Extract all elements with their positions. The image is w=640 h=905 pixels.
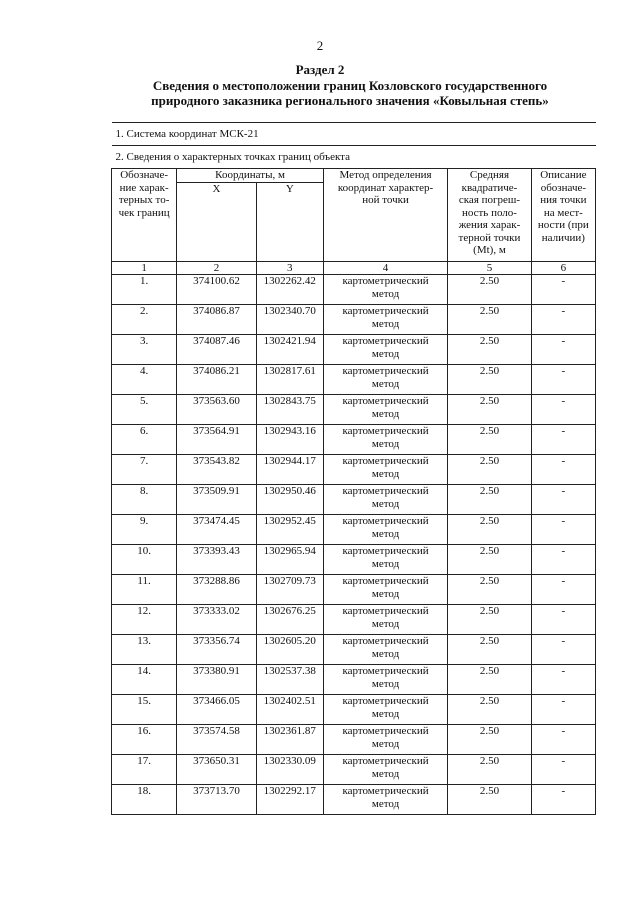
method [323, 275, 447, 305]
point-description: - [531, 575, 595, 605]
table-row [112, 695, 596, 725]
method-line: картометрический [342, 425, 429, 437]
method-line: Метод определения [339, 169, 432, 181]
method-line: ной точки [362, 194, 409, 206]
coord-x: 373564.91 [177, 425, 256, 455]
method-line: метод [371, 467, 400, 480]
method [323, 515, 447, 545]
error-value: 2.50 [448, 275, 532, 305]
coord-y: 1302843.75 [256, 395, 323, 425]
coord-y: 1302943.16 [256, 425, 323, 455]
coord-x: 373474.45 [177, 515, 256, 545]
method-line: метод [371, 317, 400, 330]
point-number: 11. [112, 575, 177, 605]
method-line: метод [371, 407, 400, 420]
coord-x: 374100.62 [177, 275, 256, 305]
error-line: ская погреш- [458, 194, 521, 206]
point-number: 2. [112, 305, 177, 335]
method-line: метод [371, 287, 400, 300]
coord-system-text: 1. Система координат МСК-21 [112, 123, 596, 146]
point-description: - [531, 785, 595, 815]
method [323, 545, 447, 575]
coord-y: 1302421.94 [256, 335, 323, 365]
method [323, 785, 447, 815]
point-description: - [531, 365, 595, 395]
method-line: картометрический [342, 755, 429, 767]
error-value: 2.50 [448, 665, 532, 695]
header-designation [112, 169, 177, 262]
method-line: метод [371, 497, 400, 510]
point-number: 7. [112, 455, 177, 485]
error-value: 2.50 [448, 695, 532, 725]
error-value: 2.50 [448, 305, 532, 335]
table-row [112, 335, 596, 365]
method-line: картометрический [342, 395, 429, 407]
method [323, 395, 447, 425]
error-value: 2.50 [448, 365, 532, 395]
error-line: квадратиче- [461, 181, 518, 194]
coord-y: 1302950.46 [256, 485, 323, 515]
error-value: 2.50 [448, 575, 532, 605]
error-line: Средняя [469, 169, 510, 181]
coord-x: 373574.58 [177, 725, 256, 755]
table-row [112, 365, 596, 395]
method-line: картометрический [342, 305, 429, 317]
point-description: - [531, 755, 595, 785]
error-value: 2.50 [448, 605, 532, 635]
header-method [323, 169, 447, 262]
method [323, 575, 447, 605]
table-row [112, 605, 596, 635]
coord-y: 1302965.94 [256, 545, 323, 575]
column-number: 2 [177, 262, 256, 275]
point-number: 10. [112, 545, 177, 575]
point-description: - [531, 305, 595, 335]
point-description: - [531, 335, 595, 365]
point-number: 12. [112, 605, 177, 635]
description-line: Описание [540, 169, 587, 181]
table-row [112, 395, 596, 425]
method-line: метод [371, 437, 400, 450]
point-number: 6. [112, 425, 177, 455]
column-numbers-row [112, 262, 596, 275]
coord-x: 373543.82 [177, 455, 256, 485]
column-number: 4 [323, 262, 447, 275]
method-line: картометрический [342, 605, 429, 617]
point-description: - [531, 515, 595, 545]
error-value: 2.50 [448, 515, 532, 545]
coord-y: 1302676.25 [256, 605, 323, 635]
coord-y: 1302817.61 [256, 365, 323, 395]
method-line: картометрический [342, 725, 429, 737]
coord-y: 1302292.17 [256, 785, 323, 815]
error-line: терной точки [458, 231, 521, 244]
description-line: на мест- [543, 206, 583, 219]
method-line: метод [371, 737, 400, 750]
method-line: картометрический [342, 635, 429, 647]
coord-x: 373466.05 [177, 695, 256, 725]
method [323, 665, 447, 695]
designation-line: ние харак- [119, 181, 169, 194]
method-line: метод [371, 377, 400, 390]
method-line: метод [371, 347, 400, 360]
heading-line-1: Сведения о местоположении границ Козловского государственного [152, 78, 548, 93]
method-line: картометрический [342, 695, 429, 707]
method-line: картометрический [342, 545, 429, 557]
method-line: картометрический [342, 275, 429, 287]
method-line: картометрический [342, 455, 429, 467]
table-row [112, 275, 596, 305]
point-number: 16. [112, 725, 177, 755]
method-line: координат характер- [337, 181, 434, 194]
point-number: 1. [112, 275, 177, 305]
point-description: - [531, 605, 595, 635]
table-row [112, 305, 596, 335]
header-y: Y [256, 182, 323, 261]
table-row [112, 755, 596, 785]
heading-line-2: природного заказника регионального значения «Ковыльная степь» [151, 93, 549, 108]
error-value: 2.50 [448, 725, 532, 755]
coord-y: 1302952.45 [256, 515, 323, 545]
point-description: - [531, 635, 595, 665]
method [323, 425, 447, 455]
point-number: 14. [112, 665, 177, 695]
method-line: картометрический [342, 515, 429, 527]
coord-x: 373288.86 [177, 575, 256, 605]
description-line: наличии) [541, 231, 585, 244]
point-number: 3. [112, 335, 177, 365]
coord-x: 373380.91 [177, 665, 256, 695]
coord-x: 373356.74 [177, 635, 256, 665]
method-line: метод [371, 767, 400, 780]
error-value: 2.50 [448, 485, 532, 515]
method-line: картометрический [342, 665, 429, 677]
table-row [112, 575, 596, 605]
designation-line: чек границ [118, 206, 170, 219]
error-line: жения харак- [458, 219, 521, 231]
method-line: метод [371, 677, 400, 690]
coord-x: 373650.31 [177, 755, 256, 785]
point-number: 13. [112, 635, 177, 665]
error-line: ность поло- [461, 206, 517, 219]
boundary-points-table [111, 122, 596, 815]
document-heading [120, 78, 580, 108]
method-line: картометрический [342, 335, 429, 347]
coord-x: 374086.21 [177, 365, 256, 395]
header-error [448, 169, 532, 262]
coord-y: 1302944.17 [256, 455, 323, 485]
method-line: картометрический [342, 365, 429, 377]
method-line: метод [371, 617, 400, 630]
point-description: - [531, 485, 595, 515]
coord-y: 1302361.87 [256, 725, 323, 755]
header-coordinates: Координаты, м [177, 169, 324, 183]
method [323, 485, 447, 515]
header-row-1 [112, 169, 596, 183]
point-description: - [531, 455, 595, 485]
points-title-text: 2. Сведения о характерных точках границ объекта [112, 146, 596, 169]
method-line: метод [371, 557, 400, 570]
header-description [531, 169, 595, 262]
point-number: 8. [112, 485, 177, 515]
column-number: 6 [531, 262, 595, 275]
coord-x: 373509.91 [177, 485, 256, 515]
error-value: 2.50 [448, 545, 532, 575]
point-description: - [531, 665, 595, 695]
point-number: 15. [112, 695, 177, 725]
point-number: 17. [112, 755, 177, 785]
error-line: (Mt), м [473, 244, 506, 256]
description-line: ности (при [537, 219, 589, 231]
method [323, 605, 447, 635]
table-row [112, 725, 596, 755]
method-line: метод [371, 647, 400, 660]
table-row [112, 665, 596, 695]
error-value: 2.50 [448, 755, 532, 785]
method-line: метод [371, 707, 400, 720]
method-line: метод [371, 527, 400, 540]
coord-y: 1302402.51 [256, 695, 323, 725]
error-value: 2.50 [448, 635, 532, 665]
point-number: 5. [112, 395, 177, 425]
point-description: - [531, 275, 595, 305]
column-number: 3 [256, 262, 323, 275]
coord-x: 374087.46 [177, 335, 256, 365]
coord-y: 1302709.73 [256, 575, 323, 605]
method-line: картометрический [342, 785, 429, 797]
coord-x: 373713.70 [177, 785, 256, 815]
description-line: обозначе- [540, 181, 587, 194]
coord-x: 373563.60 [177, 395, 256, 425]
coord-x: 373333.02 [177, 605, 256, 635]
point-description: - [531, 425, 595, 455]
point-description: - [531, 395, 595, 425]
column-number: 1 [112, 262, 177, 275]
point-number: 4. [112, 365, 177, 395]
coord-x: 373393.43 [177, 545, 256, 575]
method [323, 335, 447, 365]
method [323, 755, 447, 785]
method [323, 455, 447, 485]
table-row [112, 515, 596, 545]
page-number: 2 [316, 38, 324, 53]
table-row [112, 455, 596, 485]
error-value: 2.50 [448, 785, 532, 815]
point-description: - [531, 545, 595, 575]
coord-x: 374086.87 [177, 305, 256, 335]
error-value: 2.50 [448, 425, 532, 455]
method [323, 635, 447, 665]
coord-y: 1302340.70 [256, 305, 323, 335]
method-line: картометрический [342, 485, 429, 497]
method-line: метод [371, 587, 400, 600]
table-row [112, 545, 596, 575]
method [323, 725, 447, 755]
method [323, 305, 447, 335]
designation-line: терных то- [118, 194, 170, 206]
coord-y: 1302330.09 [256, 755, 323, 785]
coord-y: 1302537.38 [256, 665, 323, 695]
method [323, 695, 447, 725]
method-line: метод [371, 797, 400, 810]
point-number: 18. [112, 785, 177, 815]
coord-y: 1302605.20 [256, 635, 323, 665]
error-value: 2.50 [448, 455, 532, 485]
coord-y: 1302262.42 [256, 275, 323, 305]
method [323, 365, 447, 395]
column-number: 5 [448, 262, 532, 275]
table-row [112, 785, 596, 815]
coord-system-row [112, 123, 596, 146]
table-row [112, 425, 596, 455]
table-row [112, 635, 596, 665]
points-table-body [112, 275, 596, 815]
description-line: ния точки [540, 194, 587, 206]
method-line: картометрический [342, 575, 429, 587]
point-description: - [531, 725, 595, 755]
points-title-row [112, 146, 596, 169]
section-title: Раздел 2 [295, 62, 345, 77]
point-description: - [531, 695, 595, 725]
error-value: 2.50 [448, 335, 532, 365]
error-value: 2.50 [448, 395, 532, 425]
header-x: X [177, 182, 256, 261]
table-row [112, 485, 596, 515]
point-number: 9. [112, 515, 177, 545]
designation-line: Обозначе- [120, 169, 168, 181]
